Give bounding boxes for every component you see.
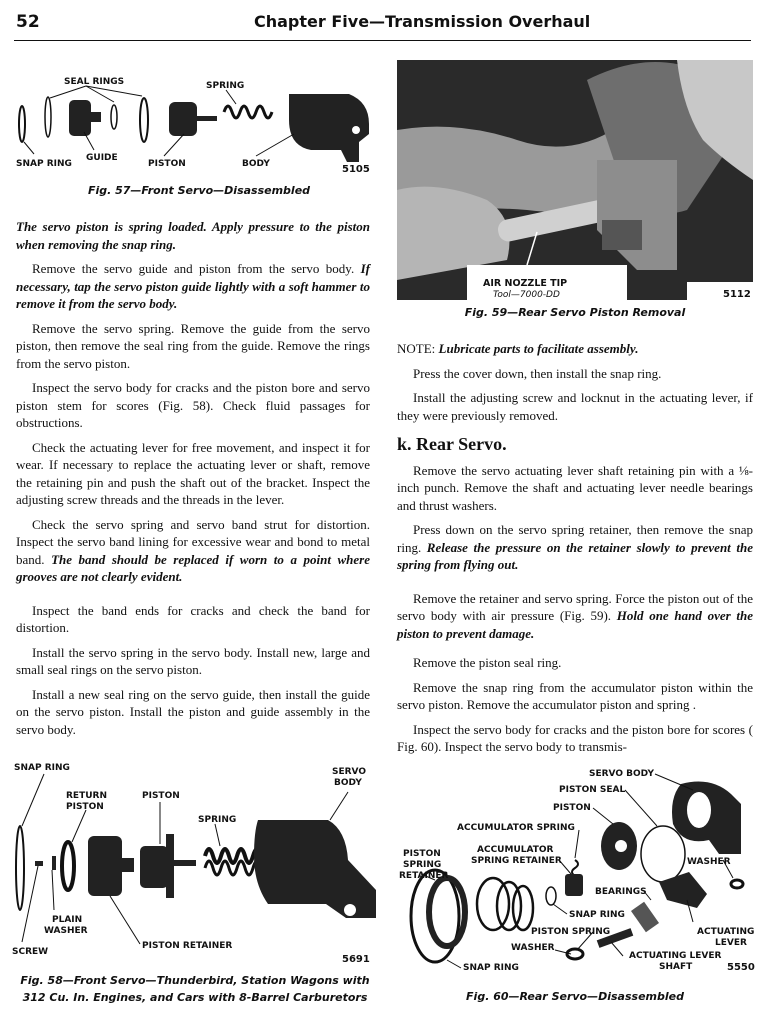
paragraph: Inspect the band ends for cracks and check the band for distortion. bbox=[16, 602, 370, 635]
chapter-title: Chapter Five—Transmission Overhaul bbox=[254, 12, 591, 31]
fig57-label-spring: SPRING bbox=[206, 81, 245, 91]
fig60-label-actuating-lever: ACTUATING LEVER bbox=[629, 951, 722, 961]
fig60-label-washer-1: WASHER bbox=[687, 857, 731, 867]
fig57-label-snap-ring: SNAP RING bbox=[16, 159, 72, 169]
emphasis-run: Release the pressure on the retainer slowly to prevent the spring from flying out. bbox=[397, 539, 753, 572]
fig60-label-spring-left: SPRING bbox=[403, 860, 442, 870]
emphasis-run: The band should be replaced if worn to a point where grooves are not clearly evident. bbox=[16, 551, 370, 584]
paragraph: Check the actuating lever for free movement, and inspect it for wear. If necessary to replace the actuating lever or shaft, remove the retaining pin and push the shaft out of the bracket. Inspect the adjusting screw threads and the threads in the lever. bbox=[16, 439, 370, 507]
fig59-number: 5112 bbox=[723, 289, 751, 300]
paragraph bbox=[397, 590, 753, 643]
fig57-label-guide: GUIDE bbox=[86, 153, 118, 163]
fig60-illustration bbox=[397, 764, 759, 978]
fig59-tool-label: AIR NOZZLE TIP bbox=[483, 278, 568, 289]
fig58-label-return-piston: PISTON bbox=[66, 802, 104, 812]
fig58-label-return: RETURN bbox=[66, 791, 107, 801]
fig60-label-accumulator-spring: ACCUMULATOR SPRING bbox=[457, 823, 575, 833]
fig60-label-piston-left: PISTON bbox=[403, 849, 441, 859]
paragraph: Remove the servo spring. Remove the guide from the servo piston, then remove the seal ring from the guide. Remove the rings from the servo piston. bbox=[16, 320, 370, 371]
page-header bbox=[0, 0, 767, 40]
paragraph: Inspect the servo body for cracks and the piston bore for scores ( Fig. 60). Inspect the servo body to transmis- bbox=[397, 721, 753, 754]
note-text: Lubricate parts to facilitate assembly. bbox=[438, 341, 639, 356]
text-run: Remove the servo guide and piston from the servo body. bbox=[32, 261, 355, 276]
fig60-label-actuating: ACTUATING bbox=[697, 927, 755, 937]
header-rule bbox=[14, 40, 751, 41]
fig58-label-piston: PISTON bbox=[142, 791, 180, 801]
paragraph bbox=[397, 521, 753, 574]
fig57-label-piston: PISTON bbox=[148, 159, 186, 169]
paragraph: Remove the snap ring from the accumulator piston within the servo piston. Remove the accumulator piston and spring . bbox=[397, 679, 753, 712]
emphasis-run: Hold one hand over the piston to prevent damage. bbox=[397, 608, 753, 641]
fig58-label-servo: SERVO bbox=[332, 767, 367, 777]
fig60-label-spring-retainer: SPRING RETAINER bbox=[471, 856, 562, 866]
fig58-label-washer: WASHER bbox=[44, 926, 88, 936]
fig57-illustration bbox=[14, 72, 384, 184]
fig58-label-spring: SPRING bbox=[198, 815, 237, 825]
paragraph bbox=[16, 516, 370, 586]
fig59-caption: Fig. 59—Rear Servo Piston Removal bbox=[464, 306, 686, 319]
figure-58 bbox=[10, 758, 380, 970]
section-heading: k. Rear Servo. bbox=[397, 434, 507, 454]
figure-57 bbox=[14, 72, 384, 184]
fig58-caption-line-2: 312 Cu. In. Engines, and Cars with 8-Barrel Carburetors bbox=[22, 991, 368, 1004]
paragraph: Remove the piston seal ring. bbox=[413, 655, 562, 670]
figure-60 bbox=[397, 764, 759, 978]
fig58-label-body: BODY bbox=[334, 778, 362, 788]
figure-59 bbox=[397, 60, 753, 300]
fig58-number: 5691 bbox=[342, 954, 370, 965]
fig60-label-retainer-left: RETAINER bbox=[399, 871, 449, 881]
text-run: Press down on the servo spring retainer, then remove the snap ring. bbox=[397, 522, 753, 555]
fig58-label-snap-ring: SNAP RING bbox=[14, 763, 70, 773]
emphasis-run: If necessary, tap the servo piston guide lightly with a soft hammer to remove it from the servo body. bbox=[16, 261, 371, 311]
paragraph: Inspect the servo body for cracks and the piston bore and servo piston stem for scores (Fig. 58). Check fluid passages for obstructions. bbox=[16, 380, 370, 430]
fig60-number: 5550 bbox=[727, 962, 755, 973]
fig60-label-servo-body: SERVO BODY bbox=[589, 769, 654, 779]
fig58-label-screw: SCREW bbox=[12, 947, 49, 957]
paragraph: Press the cover down, then install the snap ring. bbox=[413, 365, 662, 381]
paragraph: Install the adjusting screw and locknut in the actuating lever, if they were previously removed. bbox=[397, 390, 753, 423]
fig58-caption-line-1: Fig. 58—Front Servo—Thunderbird, Station Wagons with bbox=[20, 974, 370, 987]
left-column bbox=[16, 218, 370, 745]
note-paragraph bbox=[397, 340, 753, 358]
fig57-caption: Fig. 57—Front Servo—Disassembled bbox=[87, 184, 311, 197]
text-run: Check the servo spring and servo band strut for distortion. Inspect the servo band lining for excessive wear and bond to metal band. bbox=[16, 516, 370, 567]
fig60-label-lever: LEVER bbox=[715, 938, 747, 948]
fig60-label-bearings: BEARINGS bbox=[595, 887, 647, 897]
fig60-label-shaft: SHAFT bbox=[659, 962, 693, 972]
page-number: 52 bbox=[16, 12, 40, 32]
fig58-illustration bbox=[10, 758, 380, 970]
fig57-label-body: BODY bbox=[242, 159, 270, 169]
fig60-label-snap-ring-2: SNAP RING bbox=[463, 963, 519, 973]
fig60-label-piston: PISTON bbox=[553, 803, 591, 813]
paragraph: Install a new seal ring on the servo guide, then install the guide on the servo piston. Install the piston and guide assembly in the servo body. bbox=[16, 686, 370, 737]
fig60-caption: Fig. 60—Rear Servo—Disassembled bbox=[466, 990, 684, 1003]
note-label: NOTE: bbox=[397, 341, 436, 356]
fig60-label-accumulator: ACCUMULATOR bbox=[477, 845, 554, 855]
fig60-label-washer-2: WASHER bbox=[511, 943, 555, 953]
paragraph bbox=[16, 260, 370, 313]
fig60-label-piston-spring: PISTON SPRING bbox=[531, 927, 611, 937]
paragraph: Install the servo spring in the servo body. Install new, large and small seal rings on the servo piston. bbox=[16, 644, 370, 677]
fig59-photo bbox=[397, 60, 753, 300]
fig57-number: 5105 bbox=[342, 164, 370, 175]
text-run: Remove the retainer and servo spring. Force the piston out of the servo body with air pressure (Fig. 59). bbox=[397, 590, 753, 623]
paragraph: Remove the servo actuating lever shaft retaining pin with a ⅛-inch punch. Remove the shaft and actuating lever needle bearings and thrust washers. bbox=[397, 462, 753, 513]
fig57-label-seal-rings: SEAL RINGS bbox=[64, 77, 125, 87]
fig59-tool-number: Tool—7000-DD bbox=[493, 290, 560, 300]
fig58-caption bbox=[10, 972, 380, 1006]
paragraph: The servo piston is spring loaded. Apply pressure to the piston when removing the snap ring. bbox=[16, 219, 370, 252]
fig60-label-piston-seal: PISTON SEAL bbox=[559, 785, 626, 795]
fig60-label-snap-ring-1: SNAP RING bbox=[569, 910, 625, 920]
fig58-label-piston-retainer: PISTON RETAINER bbox=[142, 941, 233, 951]
right-column bbox=[397, 340, 753, 763]
fig58-label-plain: PLAIN bbox=[52, 915, 83, 925]
